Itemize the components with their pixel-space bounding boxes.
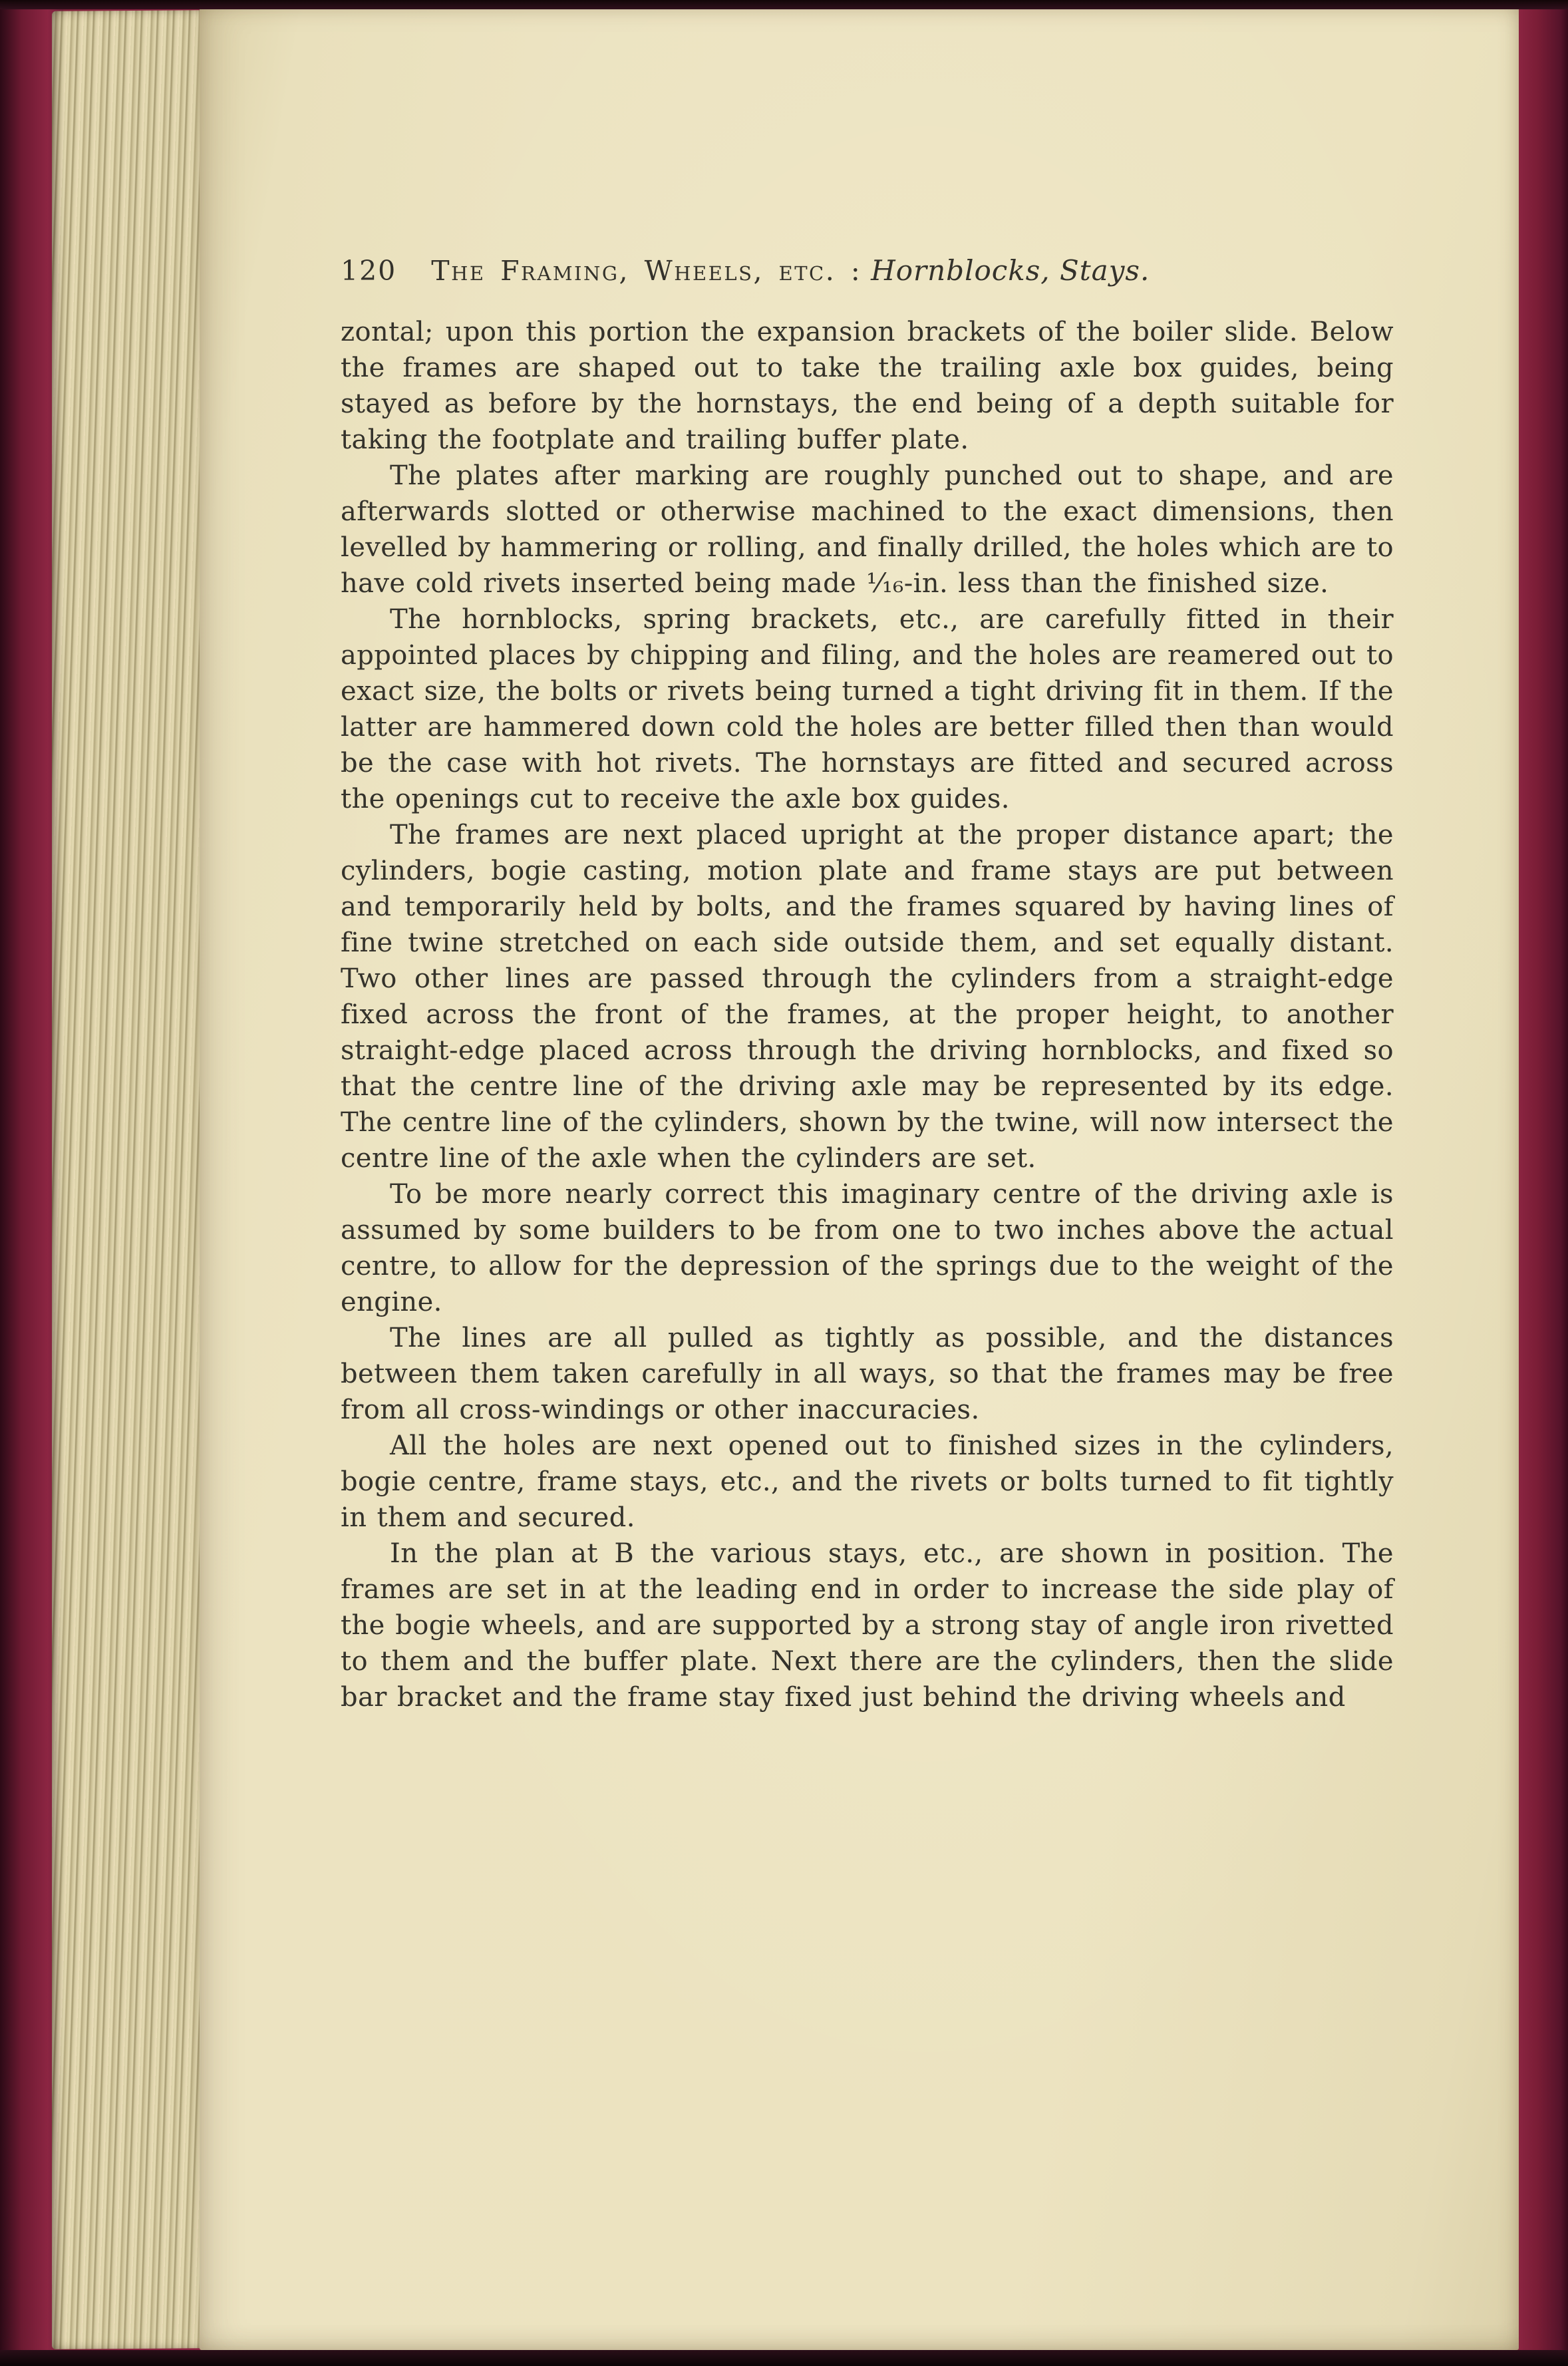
page-stack-edges [52, 10, 212, 2349]
paragraph-7: All the holes are next opened out to finished sizes in the cylinders, bogie centre, frame stays, etc., and the rivets or bolts turned to fit tightly in them and secured. [341, 1431, 1394, 1533]
book-bottom-edge [0, 2350, 1568, 2366]
running-title-smallcaps: The Framing, Wheels, etc. : [431, 255, 862, 287]
running-title-italic: Hornblocks, Stays. [871, 254, 1150, 287]
book-cover-right [1517, 0, 1568, 2366]
running-header [341, 254, 1394, 287]
paragraph-3: The hornblocks, spring brackets, etc., are carefully fitted in their appointed places by chipping and filing, and the holes are reamered out to exact size, the bolts or rivets being turned a tight driving fit in them. If the latter are hammered down cold the holes are better filled then than would be the case with hot rivets. The hornstays are fitted and secured across the openings cut to receive the axle box guides. [341, 604, 1394, 814]
paragraph-1: zontal; upon this portion the expansion brackets of the boiler slide. Below the frames are shaped out to take the trailing axle box guides, being stayed as before by the hornstays, the end being of a depth suitable for taking the footplate and trailing buffer plate. [341, 317, 1394, 455]
paragraph-2: The plates after marking are roughly punched out to shape, and are afterwards slotted or otherwise machined to the exact dimensions, then levelled by hammering or rolling, and finally drilled, the holes which are to have cold rivets inserted being made ¹⁄₁₆-in. less than the finished size. [341, 460, 1394, 599]
paragraph-4: The frames are next placed upright at the proper distance apart; the cylinders, bogie casting, motion plate and frame stays are put between and temporarily held by bolts, and the frames squared by having lines of fine twine stretched on each side outside them, and set equally distant. Two other lines are passed through the cylinders from a straight-edge fixed across the front of the frames, at the proper height, to another straight-edge placed across through the driving hornblocks, and fixed so that the centre line of the driving axle may be represented by its edge. The centre line of the cylinders, shown by the twine, will now intersect the centre line of the axle when the cylinders are set. [341, 820, 1394, 1174]
paragraph-6: The lines are all pulled as tightly as possible, and the distances between them taken carefully in all ways, so that the frames may be free from all cross-windings or other inaccuracies. [341, 1323, 1394, 1425]
page-number: 120 [341, 255, 397, 287]
paragraph-5: To be more nearly correct this imaginary centre of the driving axle is assumed by some builders to be from one to two inches above the actual centre, to allow for the depression of the springs due to the weight of the engine. [341, 1179, 1394, 1317]
book-page [200, 7, 1519, 2350]
body-text [341, 314, 1394, 1715]
book-top-edge [0, 0, 1568, 9]
paragraph-8: In the plan at B the various stays, etc., are shown in position. The frames are set in at the leading end in order to increase the side play of the bogie wheels, and are supported by a strong stay of angle iron rivetted to them and the buffer plate. Next there are the cylinders, then the slide bar bracket and the frame stay fixed just behind the driving wheels and [341, 1538, 1394, 1713]
